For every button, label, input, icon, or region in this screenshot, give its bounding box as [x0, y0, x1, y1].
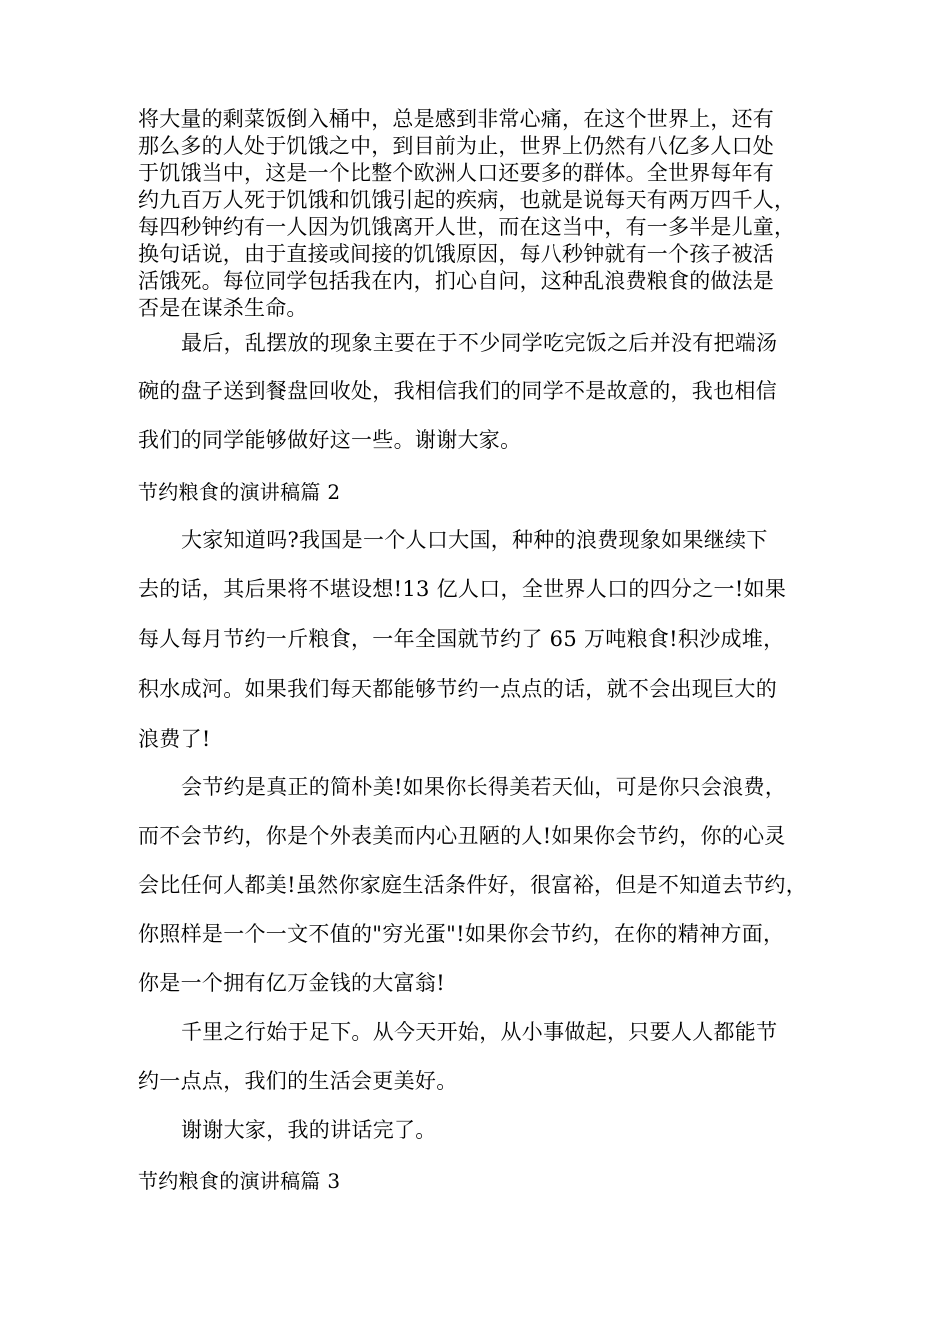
text-line: 去的话，其后果将不堪设想!13 亿人口，全世界人口的四分之一!如果	[138, 577, 787, 601]
text-line: 大家知道吗?我国是一个人口大国，种种的浪费现象如果继续下	[181, 528, 768, 552]
text-line: 每四秒钟约有一人因为饥饿离开人世，而在这当中，有一多半是儿童，	[138, 215, 796, 239]
text-line: 约一点点，我们的生活会更美好。	[138, 1069, 458, 1093]
text-line: 于饥饿当中，这是一个比整个欧洲人口还要多的群体。全世界每年有	[138, 161, 774, 185]
text-line: 每人每月节约一斤粮食，一年全国就节约了 65 万吨粮食!积沙成堆，	[138, 627, 785, 651]
text-line: 千里之行始于足下。从今天开始，从小事做起，只要人人都能节	[181, 1020, 778, 1044]
section-heading: 节约粮食的演讲稿篇 3	[138, 1169, 341, 1193]
paragraph-hunger	[138, 106, 828, 322]
section-heading: 节约粮食的演讲稿篇 2	[138, 480, 341, 504]
text-line: 你照样是一个一文不值的"穷光蛋"!如果你会节约，在你的精神方面，	[138, 922, 785, 946]
text-line: 会比任何人都美!虽然你家庭生活条件好，很富裕，但是不知道去节约，	[138, 873, 808, 897]
text-line: 碗的盘子送到餐盘回收处，我相信我们的同学不是故意的，我也相信	[138, 379, 777, 403]
text-line: 将大量的剩菜饭倒入桶中，总是感到非常心痛，在这个世界上，还有	[138, 107, 774, 131]
text-line: 否是在谋杀生命。	[138, 296, 308, 320]
text-line: 而不会节约，你是个外表美而内心丑陋的人!如果你会节约，你的心灵	[138, 824, 786, 848]
text-line: 活饿死。每位同学包括我在内，扪心自问，这种乱浪费粮食的做法是	[138, 269, 774, 293]
text-line: 浪费了!	[138, 727, 211, 751]
text-line: 会节约是真正的简朴美!如果你长得美若天仙，可是你只会浪费，	[181, 775, 787, 799]
text-line: 你是一个拥有亿万金钱的大富翁!	[138, 971, 445, 995]
text-line: 约九百万人死于饥饿和饥饿引起的疾病，也就是说每天有两万四千人，	[138, 188, 796, 212]
text-line: 我们的同学能够做好这一些。谢谢大家。	[138, 428, 522, 452]
text-line: 积水成河。如果我们每天都能够节约一点点的话，就不会出现巨大的	[138, 677, 777, 701]
text-line: 那么多的人处于饥饿之中，到目前为止，世界上仍然有八亿多人口处	[138, 134, 774, 158]
text-line: 换句话说，由于直接或间接的饥饿原因，每八秒钟就有一个孩子被活	[138, 242, 774, 266]
text-line: 谢谢大家，我的讲话完了。	[181, 1118, 437, 1142]
text-line: 最后，乱摆放的现象主要在于不少同学吃完饭之后并没有把端汤	[181, 331, 778, 355]
